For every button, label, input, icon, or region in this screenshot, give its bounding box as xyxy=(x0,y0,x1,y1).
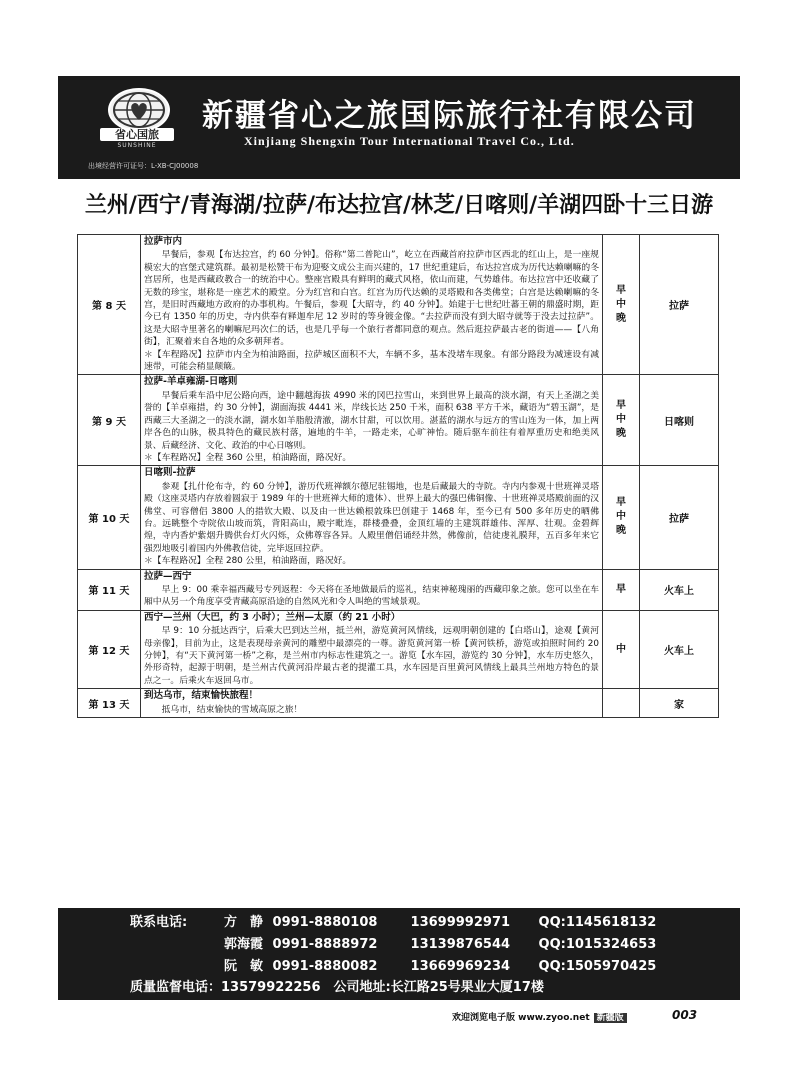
day-route: 到达乌市，结束愉快旅程！ xyxy=(144,690,259,702)
quality-address-line: 质量监督电话：13579922256 公司地址:长江路25号果业大厦17楼 xyxy=(130,980,544,995)
contact-phone: 0991-8888972 xyxy=(272,937,378,952)
day-route: 拉萨-羊卓雍湖-日喀则 xyxy=(144,376,238,388)
day-label: 第 8 天 xyxy=(78,235,141,375)
day-paragraph: 早餐后乘车沿中尼公路向西，途中翻越海拔 4990 米的冈巴拉雪山，来到世界上最高的淡水湖，有天上圣湖之美誉的【羊卓雍措，约 30 分钟】，湖面海拔 4441 米，岸线长达 250 千米，面积 638 平方千米，藏语为“碧玉湖”，是西藏三大圣湖之一的淡水湖，湖水如羊脂般清澈，湖水甘甜，可以饮用。湛蓝的湖水与远方的雪山连为一体，加上两岸各色的山脉，极具特色的藏民族村落，遍地的牛羊，一路走来，心旷神怡。随后驱车前往有着厚重历史和绝美风景、后藏经济、文化、政治的中心日喀则。 xyxy=(144,390,599,451)
contact-phone: 0991-8880082 xyxy=(272,959,378,974)
contact-phone: 0991-8880108 xyxy=(272,915,378,930)
globe-heart-icon xyxy=(108,88,170,132)
website-text: 欢迎浏览电子版 www.zyoo.net xyxy=(452,1013,590,1023)
day-description xyxy=(141,569,603,610)
day-description xyxy=(141,689,603,718)
day-label: 第 9 天 xyxy=(78,375,141,466)
logo-english-text: SUNSHINE xyxy=(117,142,157,149)
day-description xyxy=(141,610,603,688)
contact-mobile: 13139876544 xyxy=(410,937,511,952)
road-condition-note: ＊【车程路况】全程 280 公里，柏油路面，路况好。 xyxy=(144,556,352,567)
meals-included xyxy=(603,689,640,718)
contact-name: 方 静 xyxy=(224,915,264,930)
meals-included: 早 中 晚 xyxy=(603,375,640,466)
itinerary-row xyxy=(78,689,719,718)
contact-footer xyxy=(58,908,740,1000)
meals-included: 中 xyxy=(603,610,640,688)
itinerary-row xyxy=(78,235,719,375)
company-header xyxy=(58,76,740,179)
edition-badge: 新疆版 xyxy=(594,1013,627,1023)
day-label: 第 10 天 xyxy=(78,466,141,569)
day-paragraph: 抵乌市，结束愉快的雪域高原之旅！ xyxy=(161,704,303,715)
brochure-page xyxy=(58,76,740,1023)
contact-mobile: 13699992971 xyxy=(410,915,511,930)
day-paragraph: 参观【扎什伦布寺，约 60 分钟】，游历代班禅额尔德尼驻锡地，也是后藏最大的寺院。寺内内参观十世班禅灵塔殿（这座灵塔内存放着圆寂于 1989 年的十世班禅大师的遗体）、世界上最大的强巴佛铜像、十世班禅灵塔殿前面的汉佛堂、可容僧侣 3800 人的措钦大殿、以及由一世达赖根敦珠巴创建于 1468 年，至今已有 500 多年历史的晒佛台。远眺整个寺院依山坡而筑，背阳高山，殿宇毗连，群楼叠叠，金顶红墙的主建筑群雄伟、浑厚、壮观。金碧辉煌，寺内香炉紫烟升腾供台灯火闪烁，众佛尊容各异。人殿里僧侣诵经井然，佛像前，信徒虔礼膜拜，五百多年来它强烈地吸引着国内外佛教信徒，完毕返回拉萨。 xyxy=(144,481,599,554)
contact-label: 联系电话: xyxy=(130,915,188,930)
company-name-chinese: 新疆省心之旅国际旅行社有限公司 xyxy=(202,98,697,134)
day-paragraph: 早上 9：00 乘幸福西藏号专列返程：今天将在圣地做最后的巡礼，结束神秘瑰丽的西藏印象之旅。您可以坐在车厢中从另一个角度享受青藏高原沿途的自然风光和令人叫绝的雪域景观。 xyxy=(144,584,599,608)
meals-included: 早 xyxy=(603,569,640,610)
day-description xyxy=(141,235,603,375)
contact-mobile: 13669969234 xyxy=(410,959,511,974)
company-logo xyxy=(100,88,174,148)
day-paragraph: 早餐后，参观【布达拉宫，约 60 分钟】。俗称“第二普陀山”，屹立在西藏首府拉萨市区西北的红山上，是一座规模宏大的宫堡式建筑群。最初是松赞干布为迎娶文成公主而兴建的，17 世纪重建后，布达拉宫成为历代达赖喇嘛的冬宫居所，也是西藏政教合一的统治中心。整座宫殿具有鲜明的藏式风格，依山而建，气势雄伟。布达拉宫中还收藏了无数的珍宝，堪称是一座艺术的殿堂。分为红宫和白宫。红宫为历代达赖的灵塔殿和各类佛堂；白宫是达赖喇嘛的冬宫，是旧时西藏地方政府的办事机构。午餐后，参观【大昭寺，约 40 分钟】。始建于七世纪吐蕃王朝的鼎盛时期，距今已有 1350 年的历史，寺内供奉有释迦牟尼 12 岁时的等身镀金像。“去拉萨而没有到大昭寺就等于没去过拉萨”。这是大昭寺里著名的喇嘛尼玛次仁的话，也是几乎每一个旅行者都同意的观点。然后逛拉萨最古老的街道——【八角街】，汇聚着来自各地的众多朝拜者。 xyxy=(144,250,599,348)
overnight-location: 火车上 xyxy=(640,569,719,610)
contact-qq: QQ:1505970425 xyxy=(538,959,657,974)
tour-route-title: 兰州/西宁/青海湖/拉萨/布达拉宫/林芝/日喀则/羊湖四卧十三日游 xyxy=(84,193,714,218)
road-condition-note: ＊【车程路况】拉萨市内全为柏油路面，拉萨城区面积不大，车辆不多，基本没堵车现象。有部分路段为减速设有减速带，可能会稍显颠簸。 xyxy=(144,349,599,373)
contact-row-3 xyxy=(130,957,656,977)
contact-row-2 xyxy=(130,935,656,955)
meals-included: 早 中 晚 xyxy=(603,466,640,569)
road-condition-note: ＊【车程路况】全程 360 公里，柏油路面，路况好。 xyxy=(144,452,352,463)
overnight-location: 拉萨 xyxy=(640,235,719,375)
day-description xyxy=(141,375,603,466)
itinerary-row xyxy=(78,610,719,688)
meals-included: 早 中 晚 xyxy=(603,235,640,375)
logo-chinese-text: 省心国旅 xyxy=(100,128,174,141)
day-route: 拉萨—西宁 xyxy=(144,570,192,582)
license-number: 出境经营许可证号：L-XB-CJ00008 xyxy=(88,162,199,170)
day-label: 第 13 天 xyxy=(78,689,141,718)
itinerary-table xyxy=(77,234,719,718)
day-label: 第 11 天 xyxy=(78,569,141,610)
day-route: 拉萨市内 xyxy=(144,236,183,247)
page-number: 003 xyxy=(672,1008,698,1022)
overnight-location: 日喀则 xyxy=(640,375,719,466)
itinerary-row xyxy=(78,466,719,569)
contact-qq: QQ:1145618132 xyxy=(538,915,657,930)
contact-row-1 xyxy=(130,913,656,933)
overnight-location: 家 xyxy=(640,689,719,718)
overnight-location: 火车上 xyxy=(640,610,719,688)
website-banner xyxy=(452,1010,627,1023)
contact-qq: QQ:1015324653 xyxy=(538,937,657,952)
day-route: 日喀则-拉萨 xyxy=(144,467,196,479)
day-paragraph: 早 9：10 分抵达西宁，后乘大巴到达兰州，抵兰州，游览黄河风情线，远观明朝创建的【白塔山】，途观【黄河母亲像】，目前为止，这是表现母亲黄河的雕塑中最漂亮的一尊。游览黄河第一桥【黄河铁桥，游览或拍照时间约 20 分钟】，有“天下黄河第一桥”之称，是兰州市内标志性建筑之一。游览【水车园，游览约 30 分钟】，水车历史悠久，外形奇特，起源于明朝，是兰州古代黄河沿岸最古老的提灌工具，水车园是百里黄河风情线上最具兰州地方特色的景点之一。后乘火车返回乌市。 xyxy=(144,626,599,686)
contact-name: 阮 敏 xyxy=(224,959,264,974)
day-label: 第 12 天 xyxy=(78,610,141,688)
company-name-english: Xinjiang Shengxin Tour International Travel Co., Ltd. xyxy=(244,134,575,148)
contact-name: 郭海霞 xyxy=(224,937,264,952)
itinerary-row xyxy=(78,569,719,610)
itinerary-row xyxy=(78,375,719,466)
day-route: 西宁—兰州（大巴，约 3 小时）；兰州—太原（约 21 小时） xyxy=(144,611,401,623)
day-description xyxy=(141,466,603,569)
overnight-location: 拉萨 xyxy=(640,466,719,569)
